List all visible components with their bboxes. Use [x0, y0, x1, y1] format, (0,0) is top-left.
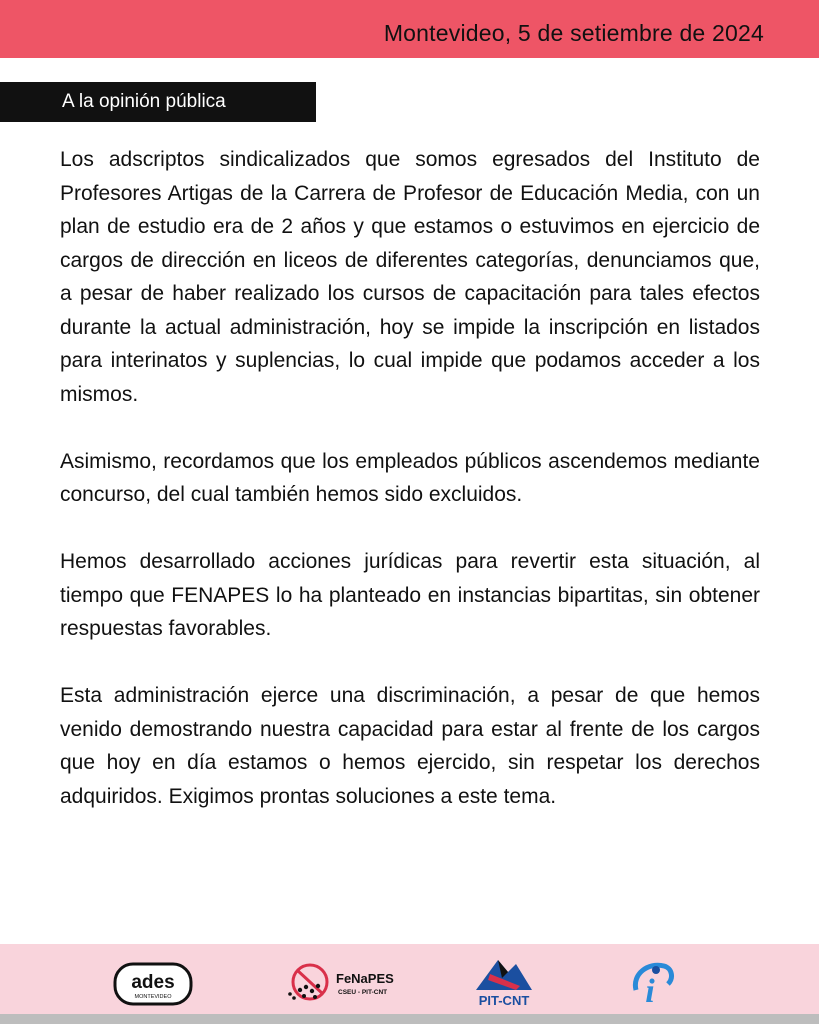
paragraph-2: Asimismo, recordamos que los empleados públicos ascendemos mediante concurso, del cual también hemos sido excluidos. [60, 449, 760, 506]
fenapes-logo [282, 960, 412, 1006]
ades-logo-text: ades [131, 972, 175, 993]
document-body [60, 143, 760, 847]
pit-cnt-logo [468, 956, 540, 1010]
pit-cnt-logo-text: PIT-CNT [478, 993, 530, 1008]
paragraph-4: Esta administración ejerce una discriminación, a pesar de que hemos venido demostrando nuestra capacidad para estar al frente de los cargos que hoy en día estamos o hemos ejercido, sin respetar los derechos adquiridos. Exigimos prontas soluciones a este tema. [60, 684, 760, 808]
i-logo-text: i [645, 973, 655, 1006]
paragraph-3: Hemos desarrollado acciones jurídicas para revertir esta situación, al tiempo que FENAPES lo ha planteado en instancias bipartitas, sin obtener respuestas favorables. [60, 550, 760, 640]
document-heading: A la opinión pública [62, 91, 226, 112]
ades-logo-sub: MONTEVIDEO [134, 994, 172, 1000]
fenapes-logo-text: FeNaPES [336, 971, 394, 986]
document-date: Montevideo, 5 de setiembre de 2024 [383, 20, 764, 46]
i-logo [628, 960, 676, 1006]
ades-logo [113, 962, 193, 1006]
footer-bottom-line [0, 1014, 819, 1024]
paragraph-1: Los adscriptos sindicalizados que somos egresados del Instituto de Profesores Artigas de la Carrera de Profesor de Educación Media, con un plan de estudio era de 2 años y que estamos o estuvimos en ejercicio de cargos de dirección en liceos de diferentes categorías, denunciamos que, a pesar de haber realizado los cursos de capacitación para tales efectos durante la actual administración, hoy se impide la inscripción en listados para interinatos y suplencias, lo cual impide que podamos acceder a los mismos. [60, 148, 760, 406]
top-bar [0, 0, 819, 58]
fenapes-logo-sub: CSEU - PIT-CNT [338, 989, 388, 996]
heading-banner [0, 82, 316, 122]
